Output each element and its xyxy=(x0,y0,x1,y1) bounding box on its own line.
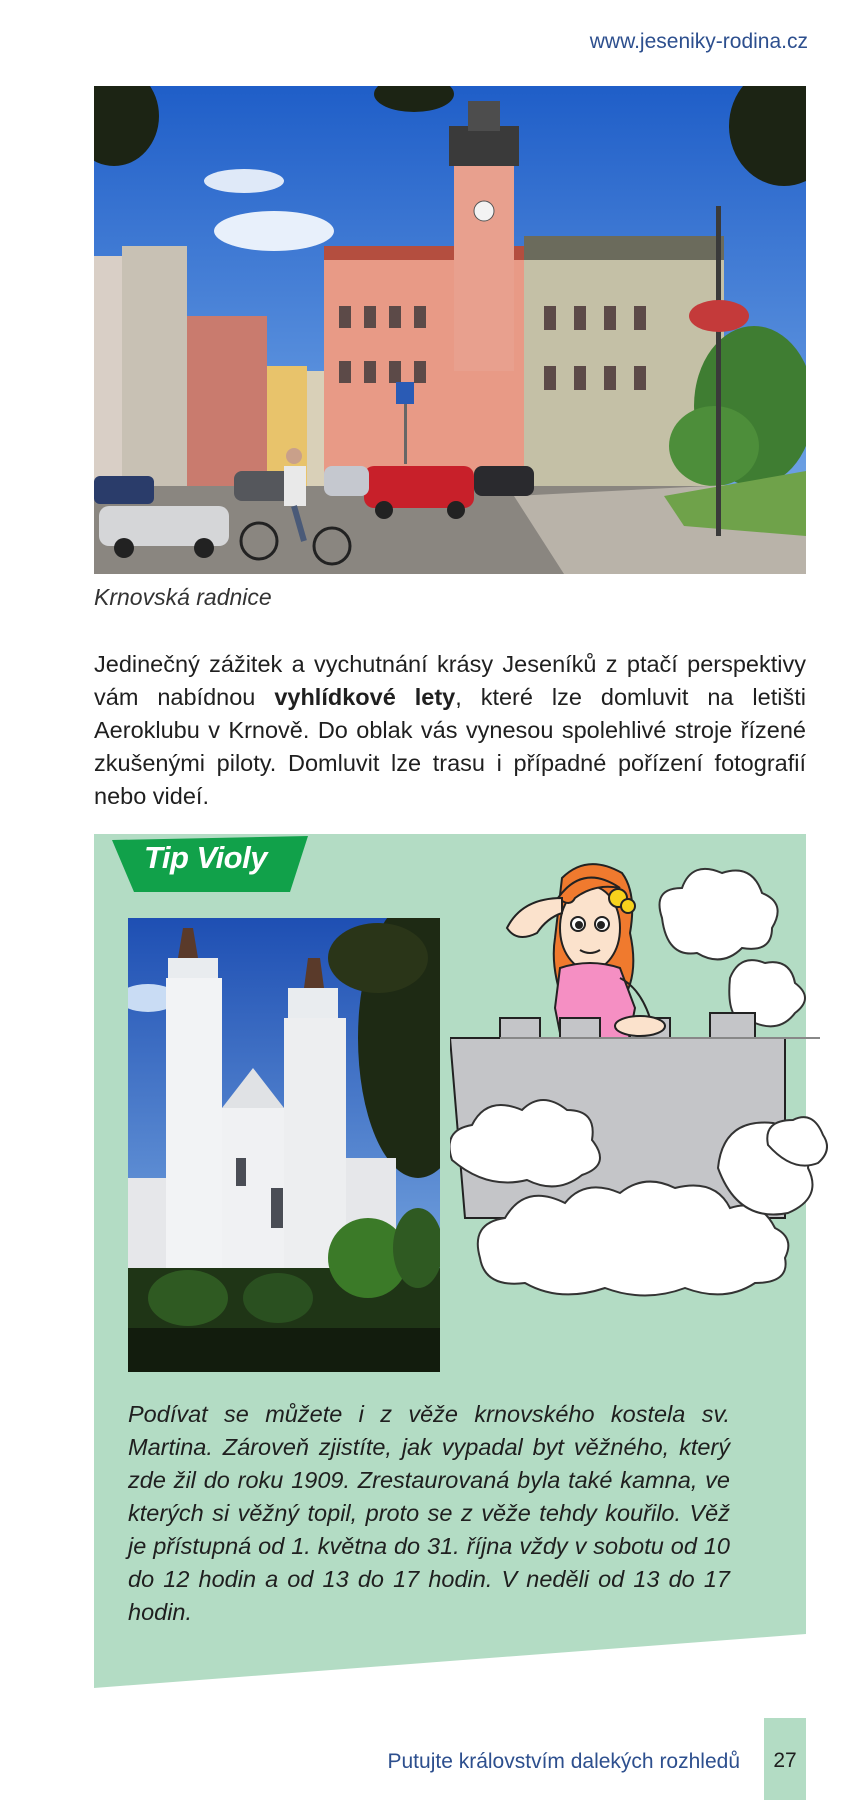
photo-caption: Krnovská radnice xyxy=(94,584,272,610)
church-photo xyxy=(128,918,440,1372)
footer-title: Putujte královstvím dalekých rozhledů xyxy=(387,1750,740,1773)
intro-text-1: Jedinečný zážitek a vychutnání krásy Jeseníků z ptačí perspektivy vám nabídnou xyxy=(94,651,806,710)
intro-text-2: , které lze domluvit na letišti Aeroklubu v Krnově. Do oblak vás vynesou spolehlivé stroje řízené zkušenými piloty. Domluvit lze trasu i případné pořízení fotografií nebo videí. xyxy=(94,684,806,809)
town-hall-photo xyxy=(94,86,806,574)
viola-cartoon-illustration xyxy=(450,858,828,1308)
intro-bold: vyhlídkové lety xyxy=(274,684,456,710)
tip-text: Podívat se můžete i z věže krnovského kostela sv. Martina. Zároveň zjistíte, jak vypadal byt věžného, který zde žil do roku 1909. Zrestaurovaná byla také kamna, ve kterých si věžný topil, proto se z věže tehdy kouřilo. Věž je přístupná od 1. května do 31. října vždy v sobotu od 10 do 12 hodin a od 13 do 17 hodin. V neděli od 13 do 17 hodin. xyxy=(128,1401,730,1625)
intro-paragraph xyxy=(94,648,806,813)
header-url[interactable]: www.jeseniky-rodina.cz xyxy=(589,30,808,53)
page-number: 27 xyxy=(773,1749,797,1772)
tip-label: Tip Violy xyxy=(144,840,267,875)
